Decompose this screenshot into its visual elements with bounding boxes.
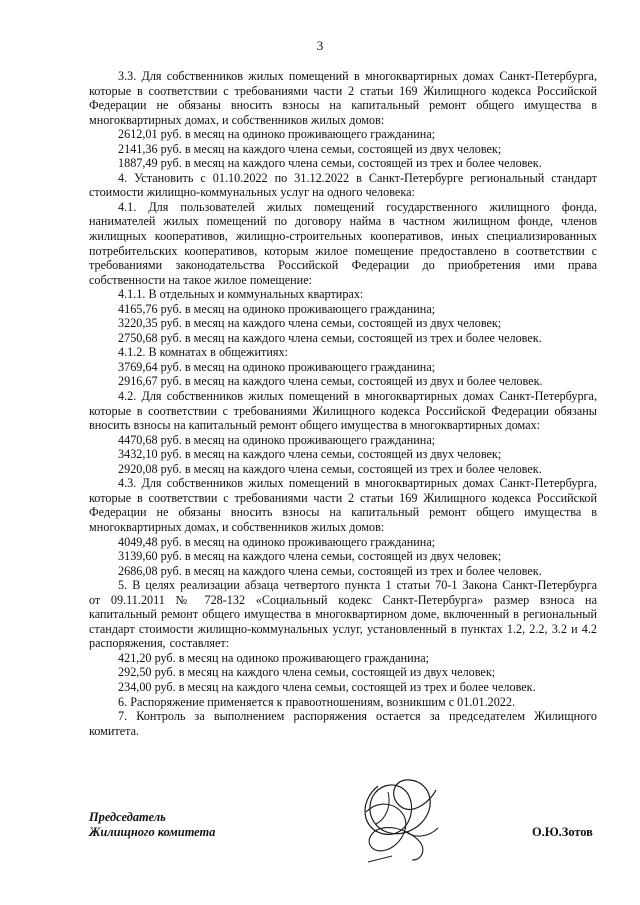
paragraph: 3139,60 руб. в месяц на каждого члена семьи, состоящей из двух человек; [118,549,502,564]
paragraph: 4.1.1. В отдельных и коммунальных квартирах: [118,287,364,302]
paragraph: 3.3. Для собственников жилых помещений в многоквартирных домах Санкт-Петербурга, которые в соответствии с требованиями части 2 статьи 169 Жилищного кодекса Российской Федерации не обязаны вносить взносы на капитальный ремонт общего имущества в многоквартирных домах, и собственников жилых домов: [89,69,597,127]
signatory-title [89,810,215,840]
paragraph: 4.1. Для пользователей жилых помещений государственного жилищного фонда, нанимателей жилых помещений по договору найма в частном жилищном фонде, членов жилищных кооперативов, жилищно-строительных кооперативов, иных специализированных потребительских кооперативов, которым жилое помещение предоставлено в соответствии с требованиями законодательства Российской Федерации до приобретения ими права собственности на такое жилое помещение: [89,199,597,287]
paragraph: 292,50 руб. в месяц на каждого члена семьи, состоящей из двух человек; [118,665,496,680]
paragraph: 2920,08 руб. в месяц на каждого члена семьи, состоящей из трех и более человек. [118,461,542,476]
paragraph: 2612,01 руб. в месяц на одиноко проживающего гражданина; [118,127,436,142]
paragraph: 3769,64 руб. в месяц на одиноко проживающего гражданина; [118,359,436,374]
document-body [89,69,597,738]
paragraph: 2141,36 руб. в месяц на каждого члена семьи, состоящей из двух человек; [118,141,502,156]
paragraph: 6. Распоряжение применяется к правоотношениям, возникшим с 01.01.2022. [118,694,516,709]
paragraph: 2686,08 руб. в месяц на каждого члена семьи, состоящей из трех и более человек. [118,563,542,578]
paragraph: 5. В целях реализации абзаца четвертого пункта 1 статьи 70-1 Закона Санкт-Петербурга от 09.11.2011 № 728-132 «Социальный кодекс Санкт-Петербурга» размер взноса на капитальный ремонт общего имущества в многоквартирном доме, включенный в региональный стандарт стоимости жилищно-коммунальных услуг, установленный в пунктах 1.2, 2.2, 3.2 и 4.2 распоряжения, составляет: [89,578,597,651]
page-number: 3 [316,38,324,53]
paragraph: 3432,10 руб. в месяц на каждого члена семьи, состоящей из двух человек; [118,447,502,462]
paragraph: 421,20 руб. в месяц на одиноко проживающего гражданина; [118,650,430,665]
paragraph: 234,00 руб. в месяц на каждого члена семьи, состоящей из трех и более человек. [118,679,536,694]
paragraph: 4.1.2. В комнатах в общежитиях: [118,345,288,360]
signatory-title-line2: Жилищного комитета [89,825,216,839]
paragraph: 2916,67 руб. в месяц на каждого члена семьи, состоящей из двух и более человек. [118,374,543,389]
handwritten-signature [348,772,448,864]
paragraph: 2750,68 руб. в месяц на каждого члена семьи, состоящей из трех и более человек. [118,330,542,345]
paragraph: 1887,49 руб. в месяц на каждого члена семьи, состоящей из трех и более человек. [118,156,542,171]
paragraph: 7. Контроль за выполнением распоряжения остается за председателем Жилищного комитета. [89,709,597,738]
paragraph: 4470,68 руб. в месяц на одиноко проживающего гражданина; [118,432,436,447]
signatory-name: О.Ю.Зотов [532,825,593,839]
paragraph: 4049,48 руб. в месяц на одиноко проживающего гражданина; [118,534,436,549]
paragraph: 4165,76 руб. в месяц на одиноко проживающего гражданина; [118,301,436,316]
signatory-title-line1: Председатель [89,810,166,824]
paragraph: 4.3. Для собственников жилых помещений в многоквартирных домах Санкт-Петербурга, которые в соответствии с требованиями части 2 статьи 169 Жилищного кодекса Российской Федерации не обязаны вносить взносы на капитальный ремонт общего имущества в многоквартирных домах, и собственников жилых домов: [89,476,597,534]
paragraph: 4. Установить с 01.10.2022 по 31.12.2022 в Санкт-Петербурге региональный стандарт стоимости жилищно-коммунальных услуг на одного человека: [89,170,597,200]
paragraph: 4.2. Для собственников жилых помещений в многоквартирных домах Санкт-Петербурга, которые в соответствии с требованиями Жилищного кодекса Российской Федерации обязаны вносить взносы на капитальный ремонт общего имущества в многоквартирных домах: [89,389,597,433]
paragraph: 3220,35 руб. в месяц на каждого члена семьи, состоящей из двух человек; [118,316,502,331]
